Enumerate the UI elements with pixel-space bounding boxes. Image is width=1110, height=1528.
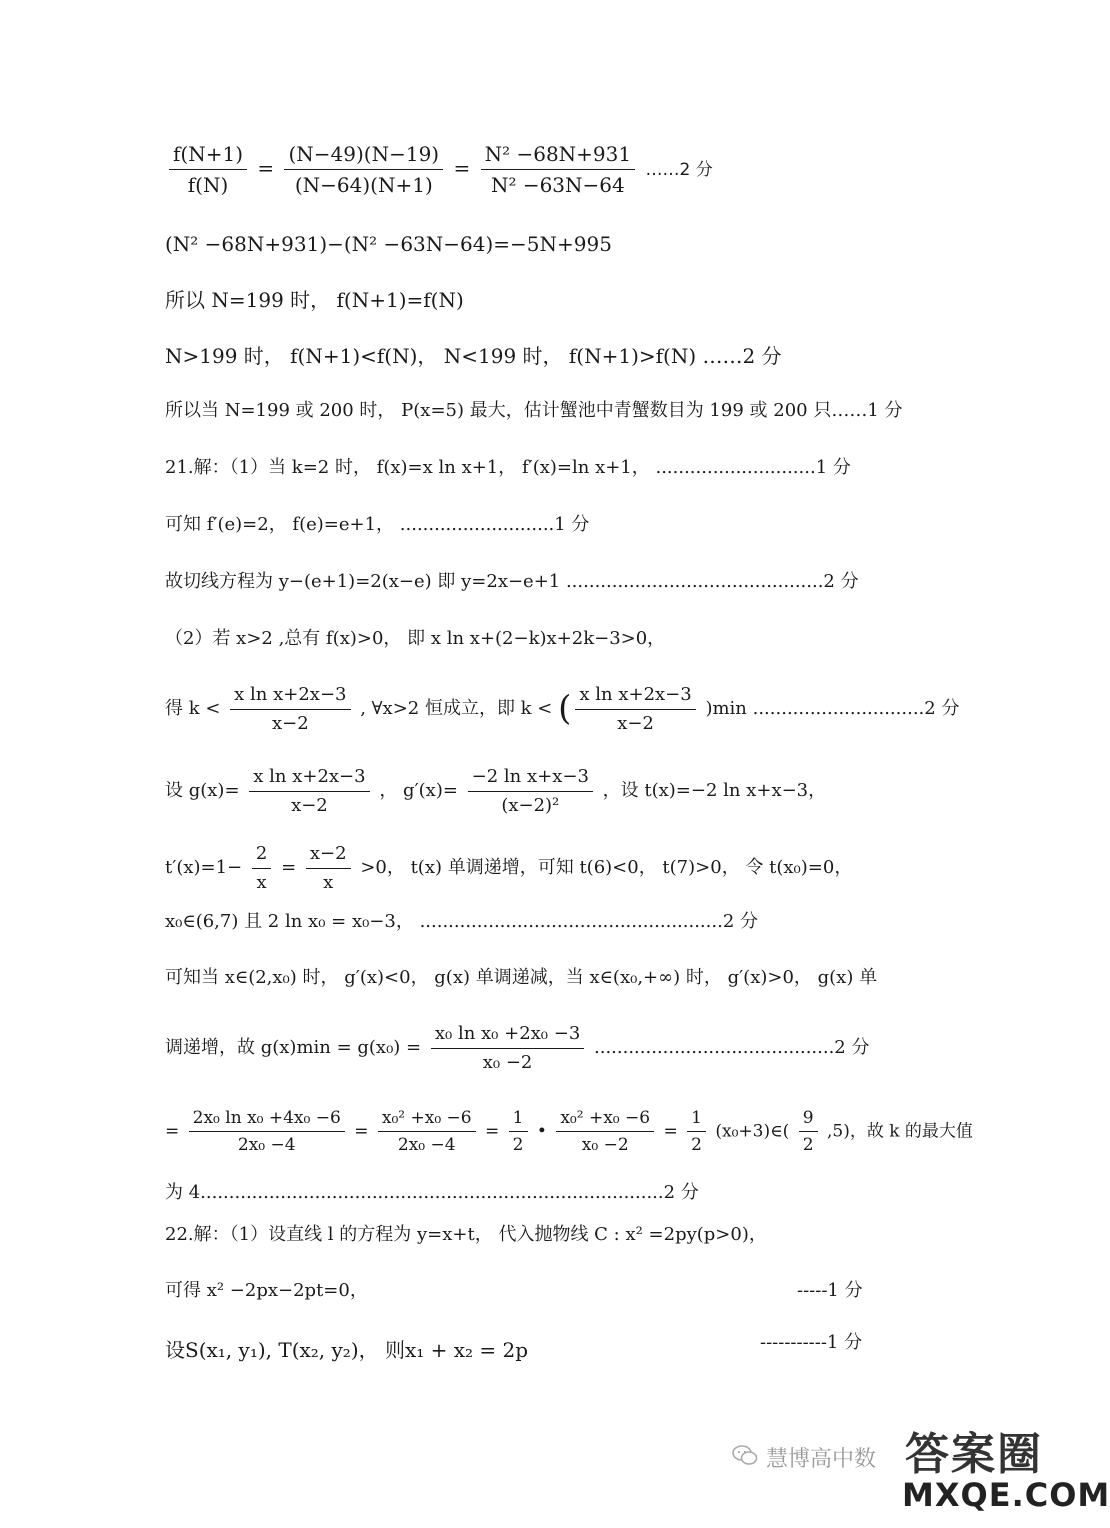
formula-line-16: = $\frac{\text{2x₀ ln x₀ +4x₀ −6}}{\text{2x₀ −4}}$ = $\frac{\text{x₀² +x₀ −6}}{\text{2x₀ −4}}$ = $\frac{1}{2}$ • $\frac{\text{x₀² +x₀ −6}}{\text{x₀ −2}}$ = $\frac{1}{2}$ (x₀+3)∈( $\frac{9}{2}$ ,5)，故 k 的最大值 xyxy=(165,1108,973,1156)
text-line-20: 设S(x₁, y₁), T(x₂, y₂)， 则x₁ + x₂ = 2p xyxy=(165,1338,529,1362)
fraction: $\frac{2}{x}$ xyxy=(252,843,271,893)
formula-line-1: $\frac{f(N+1)}{f(N)}$ = $\frac{(N-49)(N-19)}{(N-64)(N+1)}$ = $\frac{\text{N² −68N+931}}{\text{N² −63N−64}}$ ……2 分 xyxy=(165,142,713,197)
score-marker-19: -----1 分 xyxy=(797,1280,863,1301)
formula-line-12: t′(x)=1− $\frac{2}{x}$ = $\frac{x-2}{x}$ >0， t(x) 单调递增，可知 t(6)<0， t(7)>0， 令 t(x₀)=0， xyxy=(165,843,853,893)
fraction: $\frac{1}{2}$ xyxy=(509,1108,528,1156)
fraction: $\frac{\text{x₀² +x₀ −6}}{\text{2x₀ −4}}$ xyxy=(378,1108,476,1156)
fraction: $\frac{\text{x ln x+2x−3}}{x-2}$ xyxy=(230,684,350,734)
watermark-logo-bottom: MXQE.COM xyxy=(902,1476,1110,1514)
text-line-19: 可得 x² −2px−2pt=0， xyxy=(165,1280,368,1301)
q22-heading-line: 22.解：（1）设直线 l 的方程为 y=x+t， 代入抛物线 C : x² =2py(p>0)， xyxy=(165,1224,767,1245)
fraction: $\frac{(N-49)(N-19)}{(N-64)(N+1)}$ xyxy=(284,142,443,197)
wechat-icon xyxy=(732,1444,758,1466)
watermark-text: 慧博高中数 xyxy=(766,1447,877,1472)
fraction: $\frac{\text{x₀² +x₀ −6}}{\text{x₀ −2}}$ xyxy=(556,1108,654,1156)
fraction: $\frac{\text{2x₀ ln x₀ +4x₀ −6}}{\text{2x₀ −4}}$ xyxy=(189,1108,345,1156)
watermark xyxy=(730,1418,1110,1528)
q21-heading-line: 21.解：（1）当 k=2 时， f(x)=x ln x+1， f′(x)=ln x+1， ............................1 分 xyxy=(165,457,851,478)
fraction: $\frac{\text{x ln x+2x−3}}{x-2}$ xyxy=(249,766,369,816)
text-line-14: 可知当 x∈(2,x₀) 时， g′(x)<0， g(x) 单调递减，当 x∈(x₀,+∞) 时， g′(x)>0， g(x) 单 xyxy=(165,967,878,988)
formula-line-11: 设 g(x)= $\frac{\text{x ln x+2x−3}}{x-2}$ ， g′(x)= $\frac{\text{−2 ln x+x−3}}{\text{(x−2)²}}$ ，设 t(x)=−2 ln x+x−3， xyxy=(165,766,827,816)
fraction: $\frac{\text{x ln x+2x−3}}{x-2}$ xyxy=(575,684,695,734)
fraction: $\frac{\text{N² −68N+931}}{\text{N² −63N−64}}$ xyxy=(481,142,636,197)
fraction: $\frac{\text{x₀ ln x₀ +2x₀ −3}}{\text{x₀ −2}}$ xyxy=(431,1023,584,1073)
score-marker-20: -----------1 分 xyxy=(760,1332,863,1353)
score-marker: ……2 分 xyxy=(645,160,713,180)
text-line-7: 可知 f′(e)=2， f(e)=e+1， ...........................1 分 xyxy=(165,514,590,535)
formula-line-2: (N² −68N+931)−(N² −63N−64)=−5N+995 xyxy=(165,232,612,256)
text-line-17: 为 4.................................................................................2 分 xyxy=(165,1182,699,1203)
text-line-5: 所以当 N=199 或 200 时， P(x=5) 最大，估计蟹池中青蟹数目为 199 或 200 只……1 分 xyxy=(165,400,903,421)
text-line-8: 故切线方程为 y−(e+1)=2(x−e) 即 y=2x−e+1 .............................................2 分 xyxy=(165,571,859,592)
text-line-4: N>199 时， f(N+1)<f(N)， N<199 时， f(N+1)>f(N) ……2 分 xyxy=(165,344,782,368)
formula-line-15: 调递增，故 g(x)min = g(x₀) = $\frac{\text{x₀ ln x₀ +2x₀ −3}}{\text{x₀ −2}}$ ..........................................2 分 xyxy=(165,1023,870,1073)
fraction: $\frac{\text{−2 ln x+x−3}}{\text{(x−2)²}}$ xyxy=(468,766,593,816)
fraction: $\frac{x-2}{x}$ xyxy=(306,843,351,893)
text-line-9: （2）若 x>2 ,总有 f(x)>0， 即 x ln x+(2−k)x+2k−3>0， xyxy=(165,628,666,649)
formula-line-10: 得 k < $\frac{\text{x ln x+2x−3}}{x-2}$ , ∀x>2 恒成立，即 k < ( $\frac{\text{x ln x+2x−3}}{x-2}$ )min ..............................2 分 xyxy=(165,684,960,734)
text-line-13: x₀∈(6,7) 且 2 ln x₀ = x₀−3， .....................................................2 分 xyxy=(165,911,758,932)
fraction: $\frac{1}{2}$ xyxy=(687,1108,706,1156)
fraction: $\frac{f(N+1)}{f(N)}$ xyxy=(169,142,247,197)
text-line-3: 所以 N=199 时， f(N+1)=f(N) xyxy=(165,288,464,312)
fraction: $\frac{9}{2}$ xyxy=(799,1108,818,1156)
watermark-logo-top: 答案圈 xyxy=(905,1429,1043,1480)
